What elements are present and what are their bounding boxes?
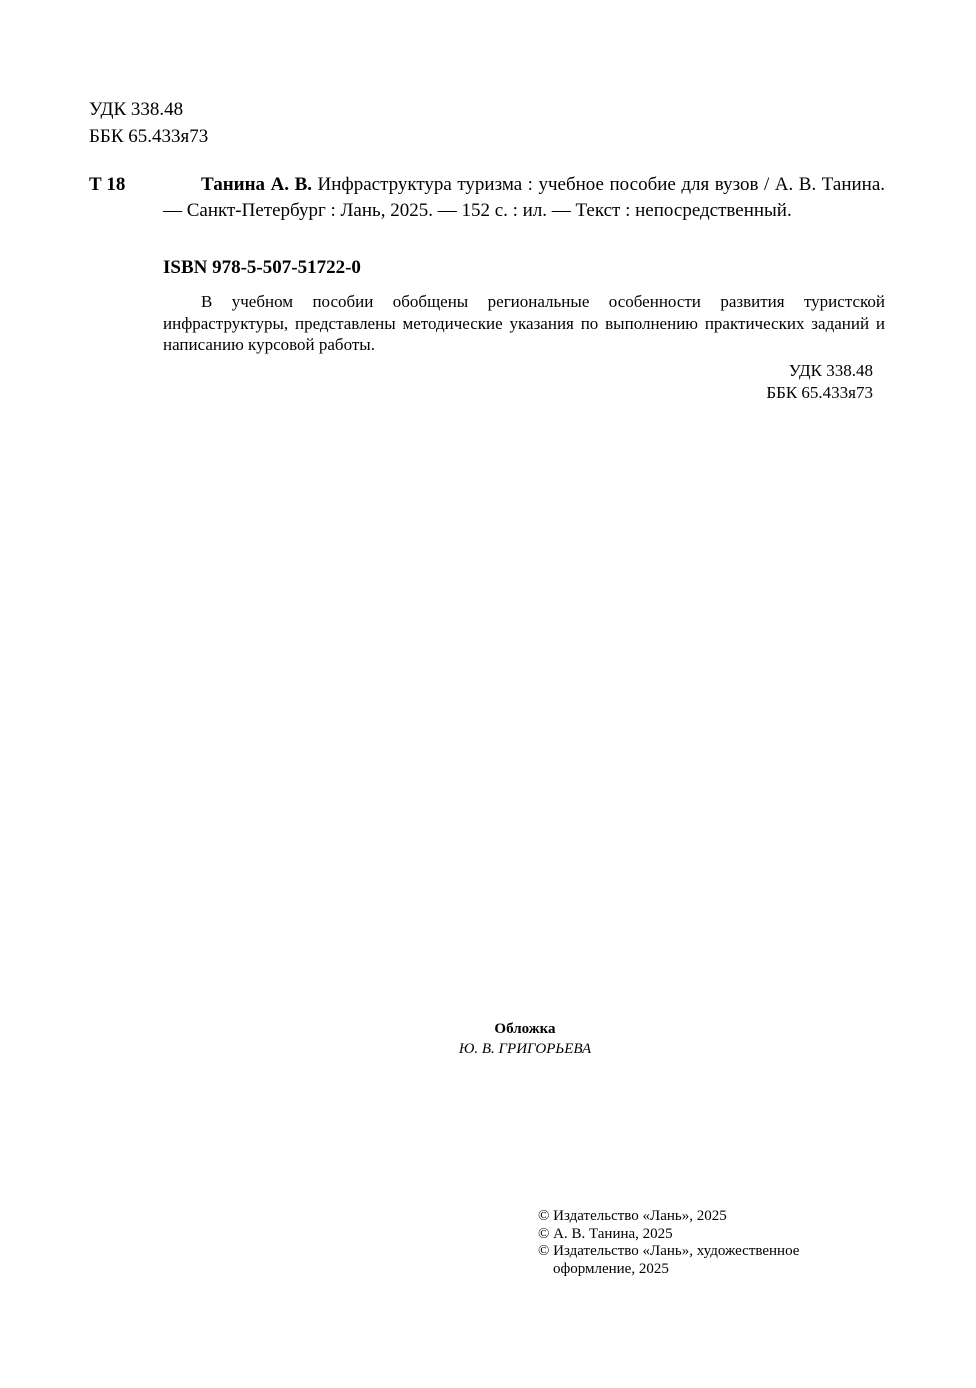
- copyright-line: © Издательство «Лань», 2025: [538, 1208, 727, 1224]
- udk-code: УДК 338.48: [89, 99, 184, 120]
- bbk-code-bottom: ББК 65.433я73: [766, 383, 873, 402]
- copyright-block: [538, 1208, 799, 1278]
- bbk-code: ББК 65.433я73: [89, 126, 209, 147]
- isbn: ISBN 978-5-507-51722-0: [163, 257, 361, 278]
- classification-codes-bottom: [766, 360, 873, 404]
- copyright-line: © Издательство «Лань», художественное: [538, 1243, 800, 1259]
- bib-author: Танина А. В.: [201, 174, 312, 195]
- copyright-line: © А. В. Танина, 2025: [538, 1225, 673, 1242]
- author-mark: Т 18: [89, 174, 126, 195]
- bib-text: Инфраструктура туризма : учебное пособие для вузов / А. В. Танина. — Санкт-Петербург : Лань, 2025. — 152 с. : ил. — Текст : непосредственный.: [163, 174, 886, 221]
- cover-artist: Ю. В. ГРИГОРЬЕВА: [458, 1041, 592, 1057]
- bibliographic-record: [163, 172, 885, 224]
- classification-codes-top: [89, 96, 208, 150]
- udk-code-bottom: УДК 338.48: [788, 361, 873, 380]
- copyright-line: оформление, 2025: [553, 1260, 669, 1277]
- cover-credit: [420, 1019, 630, 1059]
- cover-label: Обложка: [494, 1021, 556, 1037]
- annotation: В учебном пособии обобщены региональные особенности развития туристской инфраструктуры, представлены методические указания по выполнению практических заданий и написанию курсовой работы.: [163, 292, 885, 354]
